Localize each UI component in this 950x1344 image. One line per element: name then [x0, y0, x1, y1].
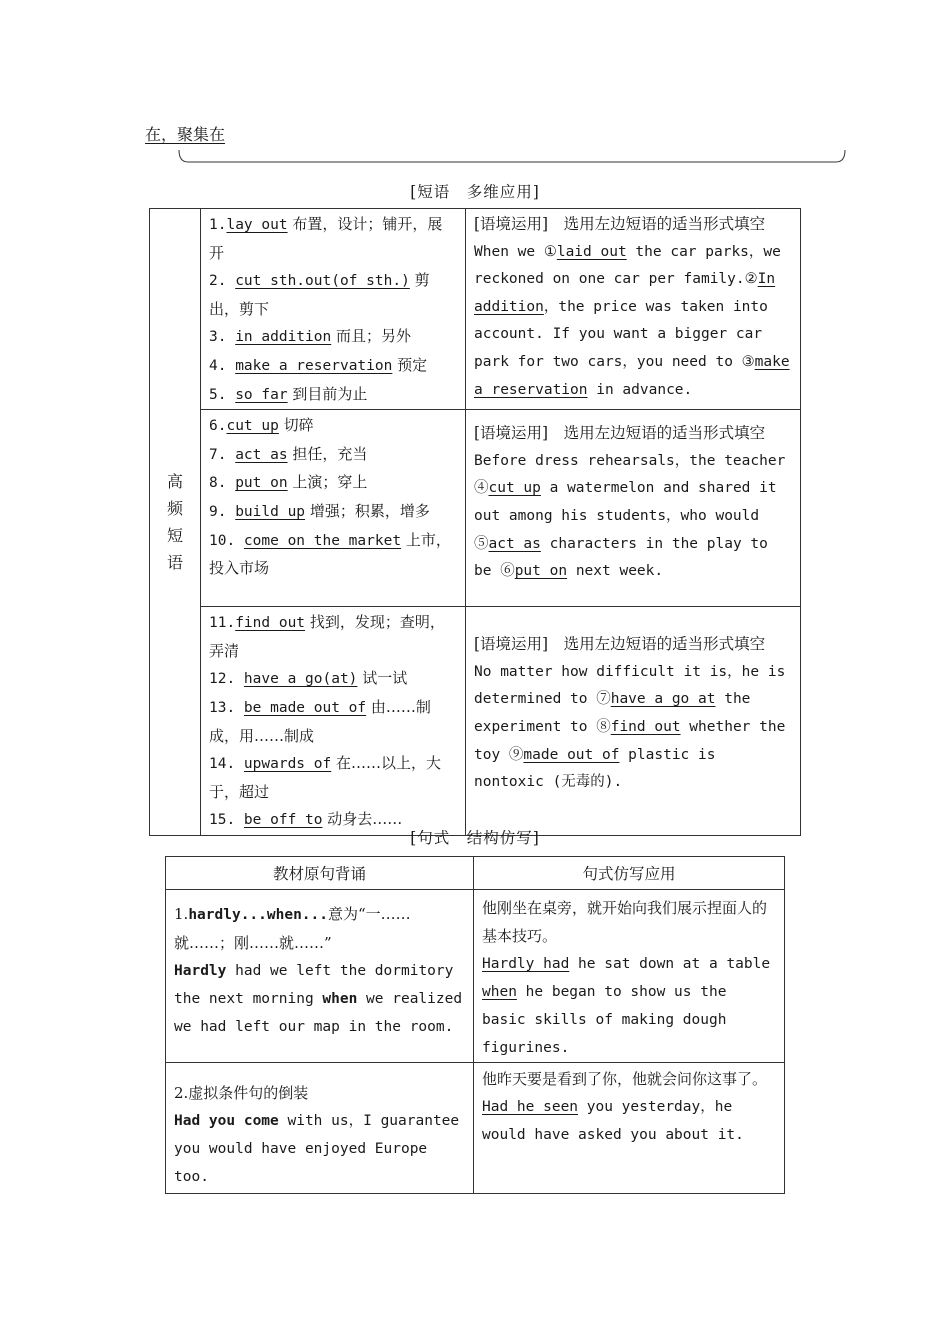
sentence-text: with us，I guarantee you would have enjoyed Europe too.	[174, 1113, 460, 1185]
brace-line	[178, 150, 846, 164]
answer-blank: have a go at	[610, 691, 716, 708]
side-label-char: 高	[166, 471, 183, 491]
phrase-number: 2.	[209, 273, 236, 290]
phrase-meaning: 布置，设计；铺开，展开	[209, 215, 443, 262]
pattern-text: 意为“一……就……；刚……就……”	[174, 905, 411, 952]
phrase-text: lay out	[226, 217, 288, 233]
phrase-item	[209, 412, 457, 441]
phrase-item	[209, 267, 457, 323]
phrase-item	[209, 694, 457, 750]
passage-text: whether the toy ⑨	[474, 718, 786, 763]
pattern-title	[174, 1079, 465, 1107]
usage-passage	[474, 659, 792, 797]
passage-text: Before dress rehearsals，the teacher ④	[474, 452, 786, 497]
phrase-text: make a reservation	[235, 357, 393, 374]
passage-text: next week.	[567, 563, 664, 580]
side-label	[150, 209, 201, 836]
phrase-number: 14.	[209, 756, 244, 773]
sentence-section-heading: [句式 结构仿写]	[410, 829, 540, 847]
sentence-text: Had you come	[174, 1113, 279, 1129]
sentence-text: had we left the dormitory the next morning	[174, 963, 454, 1007]
phrase-text: cut sth.out(of sth.)	[235, 273, 410, 290]
phrase-meaning: 由……制成，用……制成	[209, 697, 431, 745]
sentence-table	[165, 856, 785, 1194]
side-label-char: 频	[166, 498, 183, 518]
usage-instruction: [语境运用] 选用左边短语的适当形式填空	[474, 215, 766, 233]
phrase-number: 5.	[209, 386, 236, 403]
answer-blank: make a reservation	[474, 353, 790, 398]
phrase-item	[209, 441, 457, 470]
original-sentence-cell	[166, 1063, 474, 1194]
answer-blank: In addition	[474, 271, 776, 315]
phrase-text: in addition	[235, 329, 332, 346]
phrase-item	[209, 665, 457, 694]
phrase-item	[209, 527, 457, 583]
phrase-item	[209, 323, 457, 352]
phrase-section-heading: [短语 多维应用]	[410, 183, 540, 201]
usage-cell-group-3	[466, 607, 801, 836]
pattern-text: hardly...when...	[188, 907, 328, 923]
phrase-item	[209, 352, 457, 381]
phrase-number: 9.	[209, 503, 236, 520]
sentence-text: when	[322, 991, 358, 1007]
sentence-text: we realized we had left our map in the room.	[174, 991, 463, 1035]
phrase-number: 11.	[209, 615, 236, 632]
phrase-text: act as	[235, 446, 288, 463]
usage-cell-group-1	[466, 209, 801, 410]
answer-blank: Had he seen	[482, 1099, 579, 1115]
answer-blank: put on	[514, 563, 568, 580]
phrase-text: come on the market	[243, 532, 402, 549]
phrase-number: 13.	[209, 699, 244, 716]
phrase-meaning: 在……以上，大于，超过	[209, 754, 442, 801]
phrase-meaning: 切碎	[278, 416, 314, 435]
sentence-text: Hardly	[174, 963, 227, 979]
answer-blank: laid out	[556, 243, 627, 260]
chinese-prompt: 他刚坐在桌旁，就开始向我们展示捏面人的基本技巧。	[482, 899, 768, 945]
passage-text: characters in the play to be ⑥	[474, 535, 768, 580]
phrase-item	[209, 381, 457, 410]
passage-text: in advance.	[587, 381, 693, 398]
pattern-text: 1.	[174, 905, 189, 923]
phrase-number: 8.	[209, 475, 236, 492]
phrase-list-group-1	[201, 209, 466, 410]
phrase-meaning: 上市，投入市场	[209, 530, 451, 578]
answer-blank: Hardly had	[482, 956, 570, 972]
passage-text: ，the price was taken into account. If you want a bigger car park for two cars，you need to ③	[474, 298, 768, 370]
passage-text: When we ①	[474, 243, 557, 260]
sentence-text: you yesterday，he would have asked you about it.	[482, 1099, 744, 1143]
phrase-text: build up	[235, 503, 306, 520]
usage-passage	[474, 239, 792, 405]
phrase-meaning: 上演；穿上	[287, 473, 368, 492]
phrase-number: 4.	[209, 357, 236, 374]
pattern-title	[174, 900, 465, 957]
answer-blank: when	[482, 984, 517, 1000]
imitation-cell	[474, 1063, 785, 1194]
answer-blank: act as	[488, 535, 541, 552]
phrase-item	[209, 211, 457, 267]
phrase-text: put on	[235, 475, 288, 492]
phrase-number: 6.	[209, 418, 227, 435]
phrase-meaning: 增强；积累，增多	[305, 501, 430, 520]
phrase-item	[209, 609, 457, 665]
original-sentence-cell	[166, 890, 474, 1063]
phrase-meaning: 而且；另外	[331, 327, 412, 346]
phrase-text: be off to	[243, 812, 323, 829]
phrase-meaning: 剪出，剪下	[209, 271, 430, 318]
answer-blank: made out of	[523, 746, 620, 763]
original-sentence	[174, 1107, 465, 1191]
column-header-original: 教材原句背诵	[166, 857, 474, 890]
phrase-number: 15.	[209, 812, 244, 829]
answer-blank: cut up	[488, 480, 541, 497]
passage-text: the experiment to ⑧	[474, 691, 751, 735]
phrase-text: have a go(at)	[243, 671, 358, 688]
top-fragment-text: 在，聚集在	[145, 125, 226, 144]
imitation-answer	[482, 950, 776, 1062]
phrase-meaning: 到目前为止	[287, 384, 368, 403]
side-label-char: 短	[166, 525, 183, 545]
usage-instruction: [语境运用] 选用左边短语的适当形式填空	[474, 424, 766, 443]
phrase-number: 3.	[209, 329, 236, 346]
phrase-text: cut up	[226, 418, 279, 435]
phrase-number: 1.	[209, 217, 227, 233]
phrase-meaning: 担任，充当	[287, 444, 368, 463]
usage-instruction: [语境运用] 选用左边短语的适当形式填空	[474, 635, 766, 654]
phrase-number: 7.	[209, 446, 236, 463]
sentence-text: he began to show us the basic skills of making dough figurines.	[482, 984, 727, 1056]
answer-blank: find out	[610, 718, 681, 735]
phrase-item	[209, 469, 457, 498]
passage-text: the car parks，we reckoned on one car per family.②	[474, 243, 781, 288]
side-label-char: 语	[166, 552, 183, 572]
phrase-list-group-2	[201, 410, 466, 607]
phrase-table	[149, 208, 801, 836]
phrase-number: 10.	[209, 532, 244, 549]
imitation-answer	[482, 1093, 776, 1149]
phrase-meaning: 预定	[392, 355, 428, 374]
phrase-text: so far	[235, 386, 288, 403]
passage-text: No matter how difficult it is，he is determined to ⑦	[474, 663, 786, 708]
passage-text: a watermelon and shared it out among his students，who would ⑤	[474, 480, 777, 552]
phrase-list-group-3	[201, 607, 466, 836]
pattern-text: 2.虚拟条件句的倒装	[174, 1084, 309, 1102]
phrase-item	[209, 498, 457, 527]
phrase-number: 12.	[209, 671, 244, 688]
phrase-text: upwards of	[243, 756, 332, 773]
phrase-meaning: 动身去……	[322, 810, 403, 829]
usage-passage	[474, 448, 792, 586]
phrase-meaning: 试一试	[357, 669, 408, 688]
passage-text: plastic is nontoxic (无毒的).	[474, 746, 716, 791]
imitation-cell	[474, 890, 785, 1063]
column-header-imitation: 句式仿写应用	[474, 857, 785, 890]
original-sentence	[174, 957, 465, 1041]
phrase-meaning: 找到，发现；查明，弄清	[209, 613, 445, 660]
sentence-text: he sat down at a table	[569, 956, 771, 972]
phrase-text: find out	[235, 615, 306, 632]
chinese-prompt: 他昨天要是看到了你，他就会问你这事了。	[482, 1070, 768, 1088]
usage-cell-group-2	[466, 410, 801, 607]
phrase-item	[209, 750, 457, 806]
phrase-text: be made out of	[243, 699, 367, 716]
